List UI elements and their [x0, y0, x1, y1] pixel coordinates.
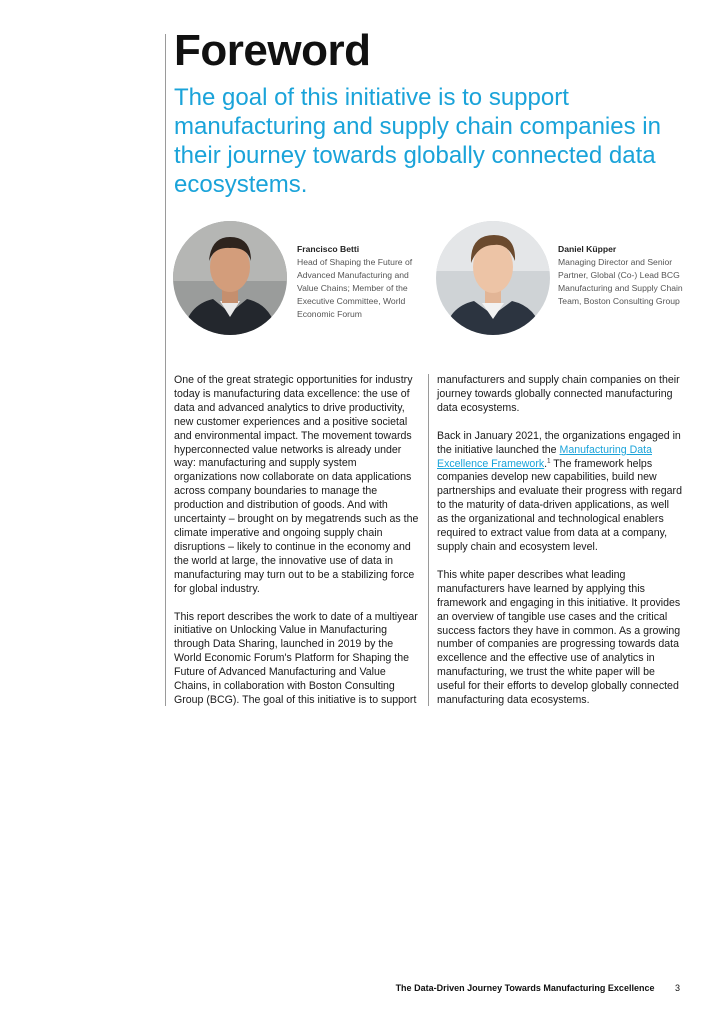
- footnote-marker[interactable]: 1: [547, 458, 551, 464]
- paragraph-text: .: [544, 457, 548, 470]
- page-footer: [396, 983, 680, 993]
- page-number: 3: [674, 983, 680, 993]
- page-subtitle: The goal of this initiative is to support manufacturing and supply chain companies in their journey towards globally connected data ecosystems.: [174, 84, 661, 198]
- column-divider-rule: [428, 374, 429, 706]
- author-bio-daniel-kupper: [558, 243, 686, 308]
- author-photo-francisco-betti: [173, 221, 287, 335]
- author-photo-daniel-kupper: [436, 221, 550, 335]
- body-paragraph: One of the great strategic opportunities for industry today is manufacturing data excellence: the use of data and advanced analytics to drive productivity, new customer experiences and a positive societal and environmental impact. The movement towards hyperconnected value networks is already under way: manufacturing and supply system organizations now collaborate on data applications across company boundaries to manage the production and distribution of goods. And with uncertainty – brought on by megatrends such as the climate imperative and ongoing supply chain disruptions – likely to continue in the economy and the world at large, the innovative use of data in manufacturing may turn out to be a stabilizing force for global industry.: [174, 374, 419, 595]
- left-margin-rule: [165, 34, 166, 706]
- author-role: Head of Shaping the Future of Advanced Manufacturing and Value Chains; Member of the Executive Committee, World Economic Forum: [297, 257, 413, 319]
- body-paragraph: manufacturers and supply chain companies on their journey towards globally connected manufacturing data ecosystems.: [437, 374, 680, 414]
- body-paragraph: This report describes the work to date of a multiyear initiative on Unlocking Value in Manufacturing through Data Sharing, launched in 2019 by the World Economic Forum's Platform for Shaping the Future of Advanced Manufacturing and Value Chains, in collaboration with Boston Consulting Group (BCG). The goal of this initiative is to support: [174, 610, 418, 706]
- author-bio-francisco-betti: [297, 243, 425, 321]
- framework-link[interactable]: Manufacturing Data Excellence Framework: [437, 443, 652, 470]
- author-role: Managing Director and Senior Partner, Global (Co-) Lead BCG Manufacturing and Supply Chain Team, Boston Consulting Group: [558, 257, 683, 306]
- page-title: Foreword: [174, 26, 371, 75]
- footer-title: The Data-Driven Journey Towards Manufacturing Excellence: [395, 983, 655, 993]
- body-column-right: [437, 374, 683, 722]
- paragraph-text: The framework helps companies develop new capabilities, build new partnerships and evaluate their progress with regard to the maturity of data-driven applications, as well as the organizational and technological enablers required to extract value from data at a company, supply chain and ecosystem level.: [437, 457, 682, 553]
- body-paragraph-framework: [437, 430, 683, 555]
- body-column-left: [174, 374, 420, 722]
- author-name: Daniel Küpper: [558, 244, 617, 254]
- body-paragraph: This white paper describes what leading manufacturers have learned by applying this framework and engaging in this initiative. It provides an overview of tangible use cases and the critical success factors they have in common. As a growing number of companies are progressing towards data excellence and the effective use of analytics in manufacturing, we trust the white paper will be useful for their efforts to develop globally connected manufacturing data ecosystems.: [437, 568, 681, 707]
- author-name: Francisco Betti: [297, 244, 360, 254]
- paragraph-text: Back in January 2021, the organizations engaged in the initiative launched the: [437, 429, 681, 456]
